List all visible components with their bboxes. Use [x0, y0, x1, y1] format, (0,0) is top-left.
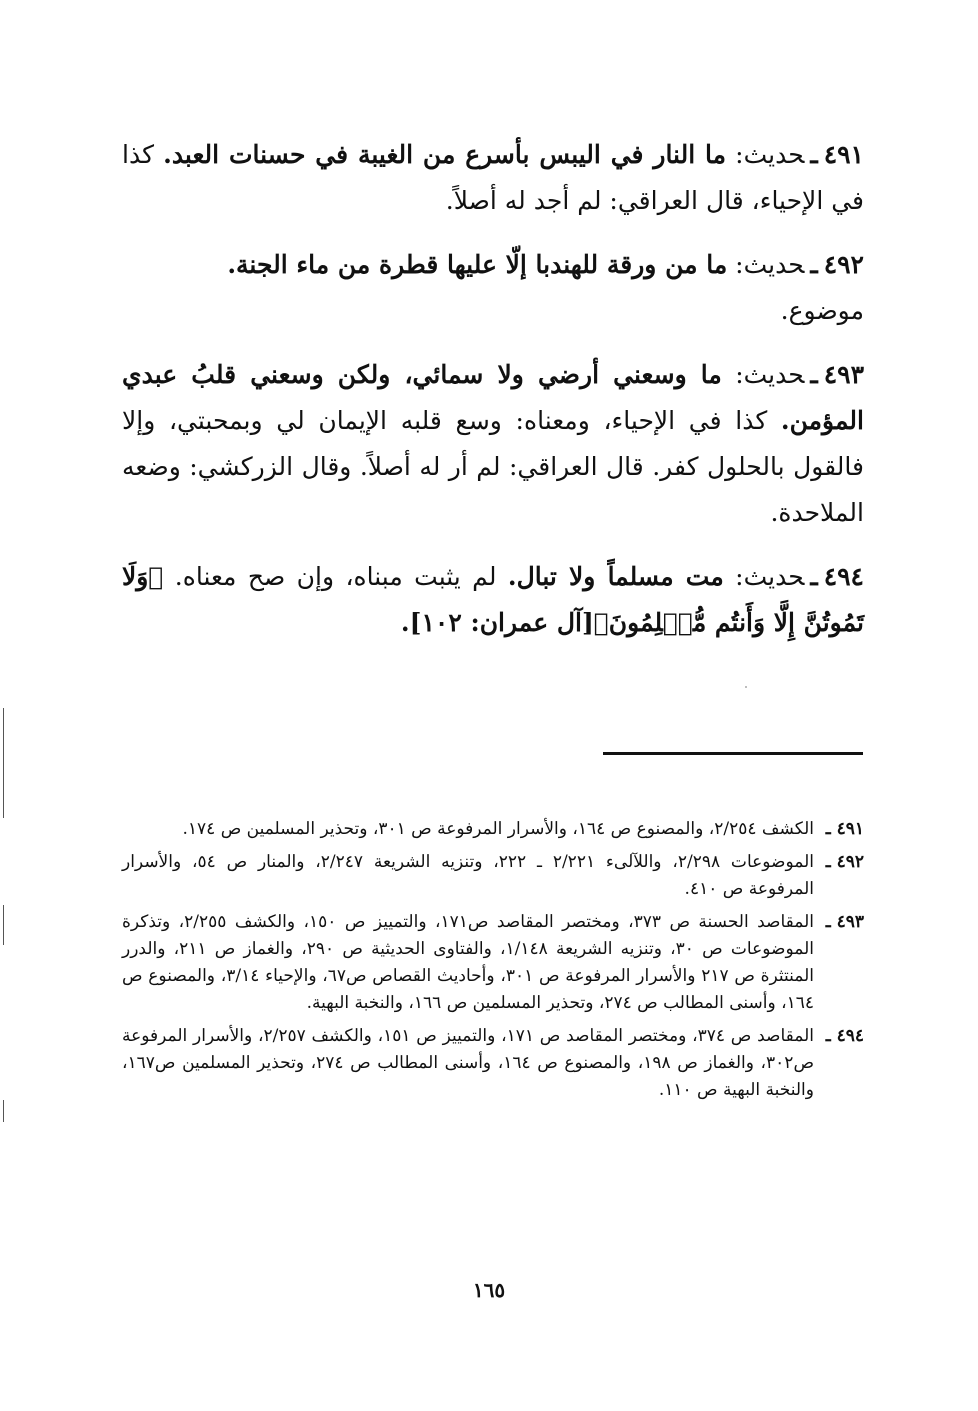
entry-lead: حديث:: [735, 250, 805, 279]
entry-dash: ـ: [810, 562, 818, 591]
entry-dash: ـ: [810, 360, 818, 389]
entry-dash: ـ: [810, 250, 818, 279]
footnote-separator: [603, 752, 863, 755]
hadith-entry: [122, 352, 864, 536]
hadith-comment: كذا في الإحياء، ومعناه: وسع قلبه الإيمان لي وبمحبتي، وإلا فالقول بالحلول كفر. قال العراقي: لم أر له أصلاً. وقال الزركشي: وضعه الملاحدة.: [122, 406, 864, 527]
footnote: [122, 816, 864, 843]
footnote-label: ٤٩٤ ـ: [825, 1026, 864, 1046]
hadith-comment: موضوع.: [780, 296, 864, 325]
hadith-entry: [122, 132, 864, 224]
scan-margin-line: [3, 905, 4, 945]
entry-number: ٤٩٣: [823, 360, 865, 389]
footnote: [122, 849, 864, 903]
footnote-text: الكشف ٢/٢٥٤، والمصنوع ص ١٦٤، والأسرار المرفوعة ص ٣٠١، وتحذير المسلمين ص ١٧٤.: [182, 819, 814, 839]
entry-lead: حديث:: [735, 140, 805, 169]
footnote-label: ٤٩٣ ـ: [825, 912, 864, 932]
scan-margin-line: [3, 1100, 4, 1122]
entry-dash: ـ: [810, 140, 818, 169]
entry-number: ٤٩٤: [823, 562, 864, 591]
footnote: [122, 1023, 864, 1104]
hadith-text: ما من ورقة للهندبا إلّا عليها قطرة من ماء الجنة.: [227, 250, 728, 279]
hadith-comment: لم يثبت مبناه، وإن صح معناه.: [174, 562, 497, 591]
scan-margin-line: [3, 708, 4, 818]
footnotes: [122, 816, 864, 1110]
hadith-text: ما وسعني أرضي ولا سمائي، ولكن وسعني قلبُ عبدي المؤمن.: [122, 360, 864, 435]
hadith-text: ما النار في اليبس بأسرع من الغيبة في حسنات العبد.: [163, 140, 727, 169]
quran-verse: ﴿وَلَا تَمُوتُنَّ إِلَّا وَأَنتُم مُّسۡلِمُونَ﴾[آل عمران: ١٠٢].: [122, 562, 864, 637]
footnote-text: الموضوعات ٢/٢٩٨، واللآلىء ٢/٢٢١ ـ ٢٢٢، وتنزيه الشريعة ٢/٢٤٧، والمنار ص ٥٤، والأسرار المرفوعة ص ٤١٠.: [122, 852, 814, 899]
hadith-entry: [122, 242, 864, 334]
hadith-entry: [122, 554, 864, 646]
page-number: ١٦٥: [472, 1278, 506, 1302]
entry-number: ٤٩٢: [823, 250, 864, 279]
main-text: [122, 132, 864, 664]
footnote-label: ٤٩٢ ـ: [825, 852, 864, 872]
scan-speck: [745, 686, 747, 688]
entry-number: ٤٩١: [823, 140, 864, 169]
entry-lead: حديث:: [735, 360, 805, 389]
footnote-text: المقاصد الحسنة ص ٣٧٣، ومختصر المقاصد ص١٧١، والتمييز ص ١٥٠، والكشف ٢/٢٥٥، وتذكرة الموضوعات ص ٣٠، وتنزيه الشريعة ١/١٤٨، والفتاوى الحديثية ص ٢٩٠، والغماز ص ٢١١، والدرر المنتثرة ص ٢١٧ والأسرار المرفوعة ص ٣٠١، وأحاديث القصاص ص٦٧، والإحياء ٣/١٤، والمصنوع ص ١٦٤، وأسنى المطالب ص ٢٧٤، وتحذير المسلمين ص ١٦٦، والنخبة البهية.: [122, 912, 815, 1013]
hadith-comment: كذا في الإحياء، قال العراقي: لم أجد له أصلاً.: [122, 140, 864, 215]
footnote-text: المقاصد ص ٣٧٤، ومختصر المقاصد ص ١٧١، والتمييز ص ١٥١، والكشف ٢/٢٥٧، والأسرار المرفوعة ص٣٠٢، والغماز ص ١٩٨، والمصنوع ص ١٦٤، وأسنى المطالب ص ٢٧٤، وتحذير المسلمين ص١٦٧، والنخبة البهية ص ١١٠.: [122, 1026, 814, 1100]
footnote: [122, 909, 864, 1017]
hadith-text: مت مسلماً ولا تبال.: [507, 562, 724, 591]
footnote-label: ٤٩١ ـ: [825, 819, 864, 839]
entry-lead: حديث:: [735, 562, 805, 591]
